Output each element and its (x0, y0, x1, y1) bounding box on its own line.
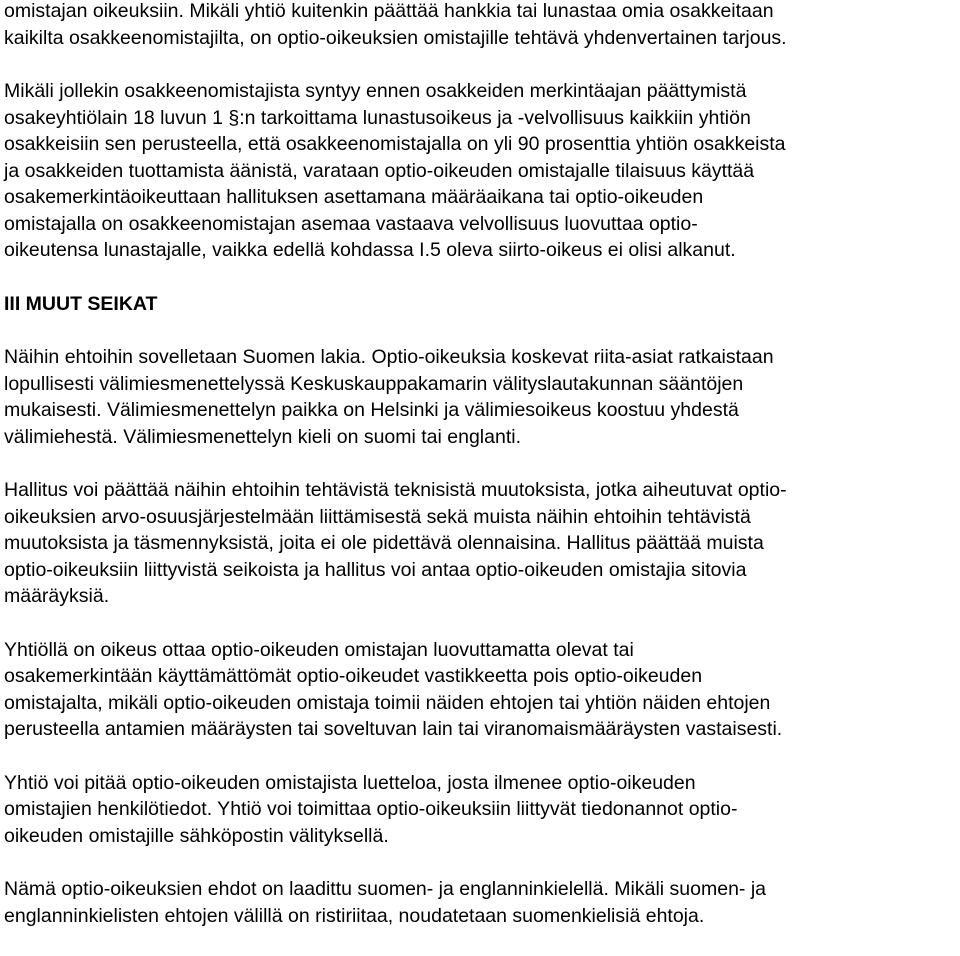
text-line: osakkeisiin sen perusteella, että osakkeenomistajalla on yli 90 prosenttia yhtiön osakkeista (4, 133, 786, 155)
text-line: omistajien henkilötiedot. Yhtiö voi toimittaa optio-oikeuksiin liittyvät tiedonannot optio- (4, 798, 738, 820)
paragraph-spacer (4, 51, 956, 78)
text-line: Hallitus voi päättää näihin ehtoihin tehtävistä teknisistä muutoksista, jotka aiheutuvat optio- (4, 479, 787, 501)
paragraph-spacer (4, 610, 956, 637)
paragraph-spacer (4, 317, 956, 344)
text-line: omistajan oikeuksiin. Mikäli yhtiö kuitenkin päättää hankkia tai lunastaa omia osakkeitaan (4, 0, 774, 22)
paragraph-board-changes (4, 477, 956, 610)
text-line: oikeuden omistajille sähköpostin välityksellä. (4, 824, 389, 847)
paragraph-spacer (4, 264, 956, 291)
paragraph-forfeiture (4, 637, 956, 743)
text-line: oikeutensa lunastajalle, vaikka edellä kohdassa I.5 oleva siirto-oikeus ei olisi alkanut. (4, 239, 736, 261)
text-line: välimiehestä. Välimiesmenettelyn kieli on suomi tai englanti. (4, 425, 521, 448)
text-line: määräyksiä. (4, 585, 110, 607)
text-line: muutoksista ja täsmennyksistä, joita ei ole pidettävä olennaisina. Hallitus päättää muista (4, 532, 764, 554)
text-line: Näihin ehtoihin sovelletaan Suomen lakia. Optio-oikeuksia koskevat riita-asiat ratkaistaan (4, 346, 774, 368)
paragraph-language (4, 876, 956, 929)
text-line: Nämä optio-oikeuksien ehdot on laadittu suomen- ja englanninkielellä. Mikäli suomen- ja (4, 878, 767, 900)
text-line: lopullisesti välimiesmenettelyssä Keskuskauppakamarin välityslautakunnan sääntöjen (4, 372, 744, 395)
text-line: englanninkielisten ehtojen välillä on ristiriitaa, noudatetaan suomenkielisiä ehtoja. (4, 904, 705, 927)
text-line: mukaisesti. Välimiesmenettelyn paikka on Helsinki ja välimiesoikeus koostuu yhdestä (4, 399, 739, 421)
text-line: optio-oikeuksiin liittyvistä seikoista ja hallitus voi antaa optio-oikeuden omistajia sitovia (4, 558, 747, 581)
paragraph-register (4, 770, 956, 850)
text-line: omistajalla on osakkeenomistajan asemaa vastaava velvollisuus luovuttaa optio- (4, 212, 698, 235)
text-line: ja osakkeiden tuottamista äänistä, varataan optio-oikeuden omistajalle tilaisuus käyttää (4, 159, 755, 182)
text-line: kaikilta osakkeenomistajilta, on optio-oikeuksien omistajille tehtävä yhdenvertainen tarjous. (4, 26, 787, 49)
document-page (4, 0, 956, 929)
paragraph-spacer (4, 849, 956, 876)
text-line: osakemerkintäoikeuttaan hallituksen asettamana määräaikana tai optio-oikeuden (4, 186, 704, 208)
paragraph-redemption (4, 78, 956, 264)
paragraph-governing-law (4, 344, 956, 450)
text-line: omistajalta, mikäli optio-oikeuden omistaja toimii näiden ehtojen tai yhtiön näiden ehtojen (4, 691, 771, 714)
paragraph-spacer (4, 450, 956, 477)
paragraph-continuation (4, 0, 956, 51)
paragraph-spacer (4, 743, 956, 770)
text-line: osakeyhtiölain 18 luvun 1 §:n tarkoittama lunastusoikeus ja -velvollisuus kaikkiin yhtiön (4, 106, 751, 129)
section-heading: III MUUT SEIKAT (4, 292, 158, 315)
text-line: Yhtiöllä on oikeus ottaa optio-oikeuden omistajan luovuttamatta olevat tai (4, 638, 634, 661)
text-line: Yhtiö voi pitää optio-oikeuden omistajista luetteloa, josta ilmenee optio-oikeuden (4, 771, 696, 794)
text-line: Mikäli jollekin osakkeenomistajista syntyy ennen osakkeiden merkintäajan päättymistä (4, 80, 747, 102)
text-line: perusteella antamien määräysten tai soveltuvan lain tai viranomaismääräysten vastaisesti. (4, 718, 783, 740)
text-line: osakemerkintään käyttämättömät optio-oikeudet vastikkeetta pois optio-oikeuden (4, 665, 703, 687)
text-line: oikeuksien arvo-osuusjärjestelmään liittämisestä sekä muista näihin ehtoihin tehtävistä (4, 505, 751, 528)
